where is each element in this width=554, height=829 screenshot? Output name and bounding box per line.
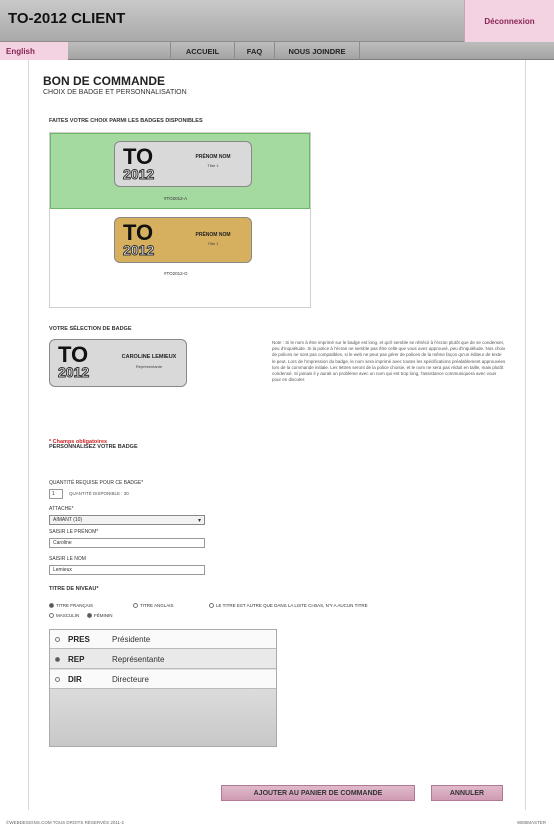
- title-level-label: TITRE DE NIVEAU*: [49, 586, 99, 592]
- badge-title: Titre 1: [207, 163, 219, 168]
- footer-webmaster-link[interactable]: WEBMASTER: [516, 820, 546, 825]
- radio-titre-autre[interactable]: LE TITRE EST AUTRE QUE DANS LA LISTE CI-BAS, N'Y A AUCUN TITRE: [209, 603, 368, 608]
- customize-label: PERSONNALISEZ VOTRE BADGE: [49, 444, 138, 450]
- firstname-field[interactable]: Caroline: [49, 538, 205, 548]
- nav-item-faq[interactable]: FAQ: [234, 42, 274, 60]
- badge-name: PRÉNOM NOM: [195, 154, 231, 160]
- title-option-pres[interactable]: PRES Présidente: [50, 630, 276, 649]
- badge-choices: [49, 132, 311, 308]
- add-to-cart-button[interactable]: AJOUTER AU PANIER DE COMMANDE: [221, 785, 415, 801]
- lastname-label: SAISIR LE NOM: [49, 556, 86, 562]
- lastname-field[interactable]: Lemieux: [49, 565, 205, 575]
- selection-label: VOTRE SÉLECTION DE BADGE: [49, 326, 132, 332]
- badge-title: Représentante: [135, 364, 163, 369]
- required-note: * Champs obligatoires: [49, 439, 108, 445]
- badge-logo: TO 2012: [58, 342, 90, 380]
- badge-title: Titre 1: [207, 241, 219, 246]
- badge-name: CAROLINE LEMIEUX: [121, 354, 177, 360]
- radio-icon: [87, 613, 92, 618]
- chevron-down-icon: ▾: [197, 518, 201, 524]
- badge-code: #TO2012-G: [164, 271, 188, 276]
- badge-option-silver[interactable]: [114, 141, 252, 187]
- attache-select[interactable]: [49, 515, 205, 525]
- radio-titre-francais[interactable]: TITRE FRANÇAIS: [49, 603, 93, 608]
- qty-input[interactable]: 1: [49, 489, 63, 499]
- main-content: [28, 60, 526, 810]
- radio-feminin[interactable]: FÉMININ: [87, 613, 113, 618]
- radio-icon: [55, 637, 60, 642]
- page-title: BON DE COMMANDE: [43, 74, 165, 88]
- name-length-note: Note : Si le nom à être imprimé sur le badge est long, et qu'il semble se rétrécir à l'écran plutôt que de se condenser, peu d'inquiétude. Si la police à l'écran ne semble pas être celle que vous avez approuvé, peu d'inquiétude. Nos choix de polices ne sont pas compatibles, si le web ne peut pas gérer de polices de la même façon qu'un éditeur de texte le peut. Lors de l'impression du badge, le nom sera imprimé avec toutes les spécifications préalablement approuvées lors de la commande initiale. Les lettres seront de la police choisie, et le nom ne sera pas réduit en taille, mais plutôt condensé. Si jamais il y aurait un problème avec un nom qui est trop long, l'assistance communiquera avec vous pour en discuter.: [272, 340, 506, 383]
- radio-icon: [49, 613, 54, 618]
- nav-item-accueil[interactable]: ACCUEIL: [170, 42, 234, 60]
- choose-badge-label: FAITES VOTRE CHOIX PARMI LES BADGES DISPONIBLES: [49, 118, 203, 124]
- title-option-rep[interactable]: REP Représentante: [50, 650, 276, 669]
- badge-code: #TO2012-A: [164, 196, 188, 201]
- cancel-button[interactable]: ANNULER: [431, 785, 503, 801]
- nav-bar: [0, 42, 554, 60]
- radio-icon: [49, 603, 54, 608]
- radio-icon: [55, 677, 60, 682]
- app-title: TO-2012 CLIENT: [8, 10, 126, 27]
- logout-button[interactable]: Déconnexion: [464, 0, 554, 42]
- attache-label: ATTACHE*: [49, 506, 74, 512]
- language-toggle[interactable]: English: [0, 42, 68, 60]
- radio-titre-anglais[interactable]: TITRE ANGLAIS: [133, 603, 174, 608]
- radio-icon: [133, 603, 138, 608]
- badge-option-gold[interactable]: [114, 217, 252, 263]
- title-list: [49, 629, 277, 747]
- page-subtitle: CHOIX DE BADGE ET PERSONNALISATION: [43, 89, 187, 96]
- top-bar: [0, 0, 554, 42]
- badge-logo: TO 2012: [123, 220, 155, 258]
- radio-masculin[interactable]: MASCULIN: [49, 613, 79, 618]
- selected-badge-preview: [49, 339, 187, 387]
- qty-available: QUANTITÉ DISPONIBLE : 30: [69, 491, 129, 496]
- badge-name: PRÉNOM NOM: [195, 232, 231, 238]
- attache-value: AIMANT (10): [53, 517, 83, 523]
- nav-item-contact[interactable]: NOUS JOINDRE: [274, 42, 360, 60]
- radio-icon: [209, 603, 214, 608]
- badge-logo: TO 2012: [123, 144, 155, 182]
- footer-copyright: ©WEBDESIGNS.COM TOUS DROITS RÉSERVÉS 2011-2: [6, 820, 125, 825]
- firstname-label: SAISIR LE PRÉNOM*: [49, 529, 99, 535]
- title-option-dir[interactable]: DIR Directeure: [50, 670, 276, 689]
- qty-label: QUANTITÉ REQUISE POUR CE BADGE*: [49, 480, 144, 486]
- radio-icon: [55, 657, 60, 662]
